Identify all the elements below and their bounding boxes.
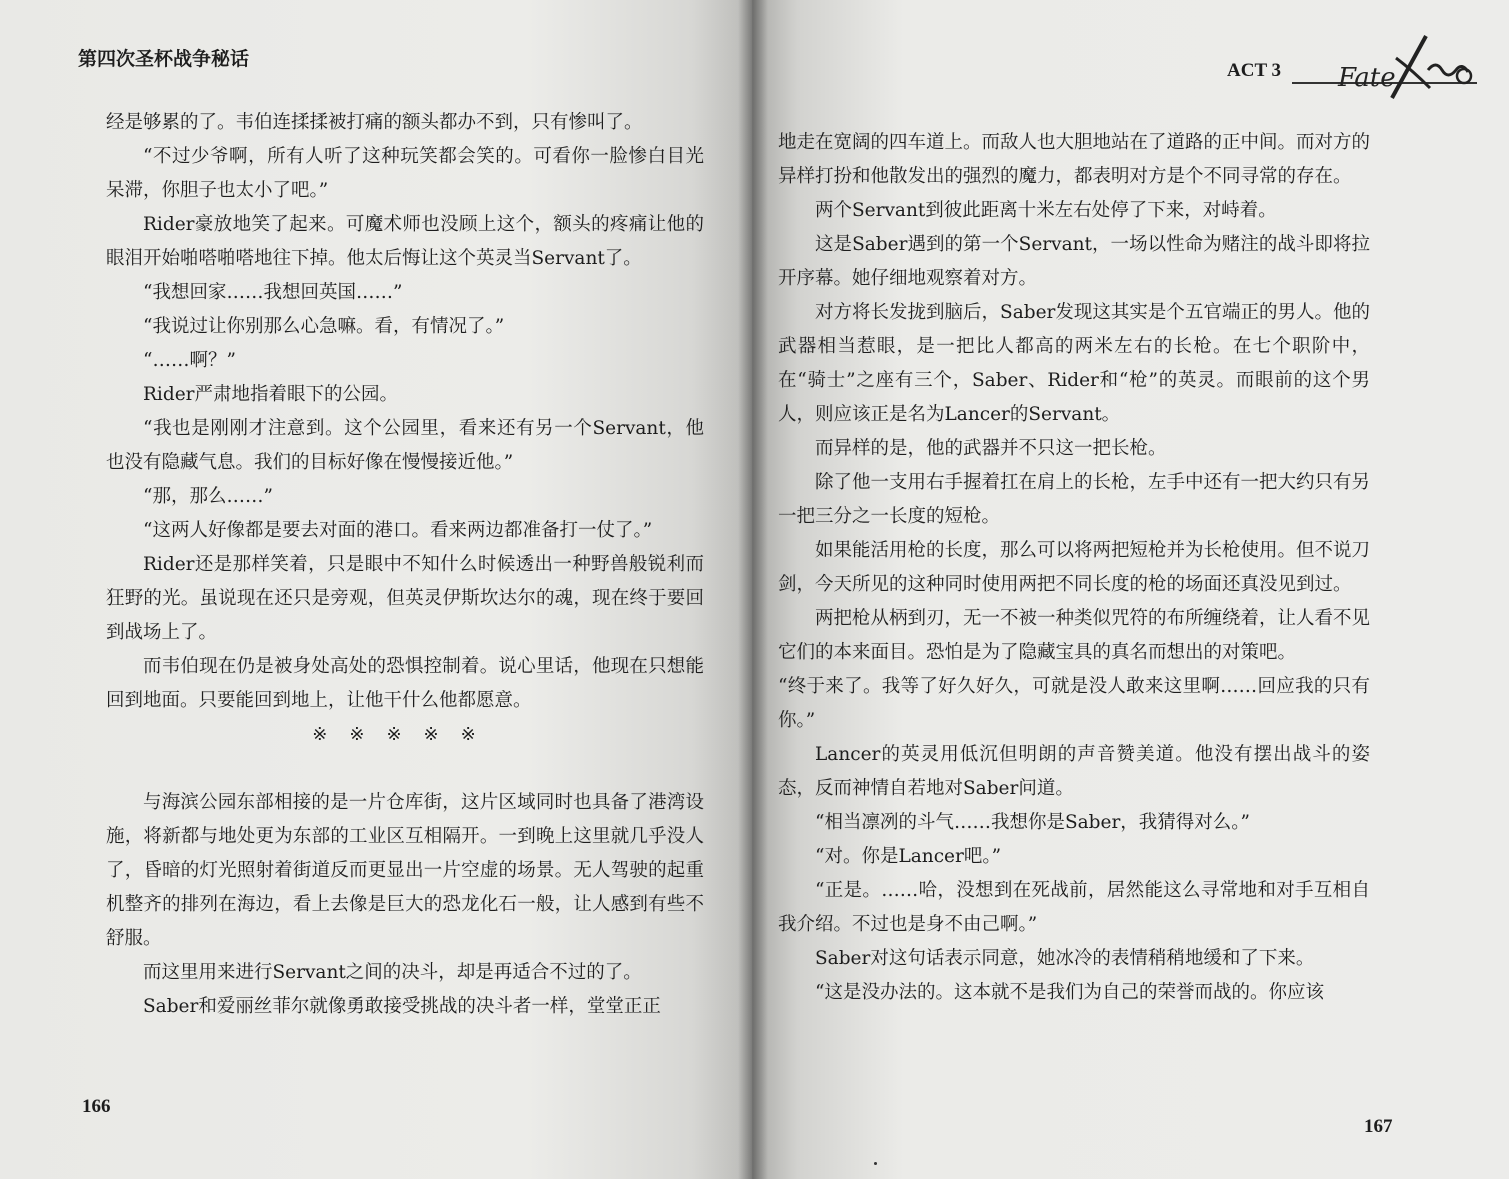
paragraph: 对方将长发拢到脑后，Saber发现这其实是个五官端正的男人。他的武器相当惹眼，是一把比人都高的两米左右的长枪。在七个职阶中，在“骑士”之座有三个，Saber、Rider和“枪”的英灵。而眼前的这个男人，则应该正是名为Lancer的Servant。 xyxy=(778,302,1370,425)
section-separator: ※※※※※ xyxy=(312,724,498,745)
paragraph: “终于来了。我等了好久好久，可就是没人敢来这里啊……回应我的只有你。” xyxy=(778,676,1370,731)
paragraph: Saber和爱丽丝菲尔就像勇敢接受挑战的决斗者一样，堂堂正正 xyxy=(143,996,661,1017)
paragraph: 而异样的是，他的武器并不只这一把长枪。 xyxy=(815,438,1167,459)
paragraph: “我说过让你别那么心急嘛。看，有情况了。” xyxy=(143,316,505,337)
paragraph: “我也是刚刚才注意到。这个公园里，看来还有另一个Servant，他也没有隐藏气息。我们的目标好像在慢慢接近他。” xyxy=(106,418,704,473)
paragraph: Rider还是那样笑着，只是眼中不知什么时候透出一种野兽般锐利而狂野的光。虽说现在还只是旁观，但英灵伊斯坎达尔的魂，现在终于要回到战场上了。 xyxy=(106,554,704,643)
paragraph: “不过少爷啊，所有人听了这种玩笑都会笑的。可看你一脸惨白目光呆滞，你胆子也太小了吧。” xyxy=(106,146,704,201)
right-body-text xyxy=(778,126,1370,1010)
paragraph: 与海滨公园东部相接的是一片仓库街，这片区域同时也具备了港湾设施，将新都与地处更为东部的工业区互相隔开。一到晚上这里就几乎没人了，昏暗的灯光照射着街道反而更显出一片空虚的场景。无人驾驶的起重机整齐的排列在海边，看上去像是巨大的恐龙化石一般，让人感到有些不舒服。 xyxy=(106,792,704,949)
paragraph: 除了他一支用右手握着扛在肩上的长枪，左手中还有一把大约只有另一把三分之一长度的短枪。 xyxy=(778,472,1371,527)
paragraph: “对。你是Lancer吧。” xyxy=(815,846,1002,867)
fate-zero-logo xyxy=(1330,28,1480,108)
paragraph: “这是没办法的。这本就不是我们为自己的荣誉而战的。你应该 xyxy=(815,982,1324,1003)
book-gutter xyxy=(738,0,768,1179)
paragraph: 如果能活用枪的长度，那么可以将两把短枪并为长枪使用。但不说刀剑，今天所见的这种同时使用两把不同长度的枪的场面还真没见到过。 xyxy=(778,540,1371,595)
paragraph: “那，那么……” xyxy=(143,486,273,507)
page-number-left: 166 xyxy=(82,1096,111,1117)
paragraph: 两把枪从柄到刃，无一不被一种类似咒符的布所缠绕着，让人看不见它们的本来面目。恐怕是为了隐藏宝具的真名而想出的对策吧。 xyxy=(778,608,1371,663)
running-head-right: ACT 3 xyxy=(1227,60,1282,81)
page-number-right: 167 xyxy=(1364,1116,1393,1137)
paragraph: 地走在宽阔的四车道上。而敌人也大胆地站在了道路的正中间。而对方的异样打扮和他散发出的强烈的魔力，都表明对方是个不同寻常的存在。 xyxy=(778,132,1371,187)
running-head-left: 第四次圣杯战争秘话 xyxy=(78,48,250,70)
paragraph: “正是。……哈，没想到在死战前，居然能这么寻常地和对手互相自我介绍。不过也是身不由己啊。” xyxy=(778,880,1370,935)
paragraph: Saber对这句话表示同意，她冰冷的表情稍稍地缓和了下来。 xyxy=(815,948,1315,969)
paragraph: “……啊？” xyxy=(143,350,236,371)
paragraph: 经是够累的了。韦伯连揉揉被打痛的额头都办不到，只有惨叫了。 xyxy=(106,112,643,133)
paragraph: 两个Servant到彼此距离十米左右处停了下来，对峙着。 xyxy=(815,200,1277,221)
svg-text:Fate: Fate xyxy=(1338,63,1396,93)
paragraph: “相当凛冽的斗气……我想你是Saber，我猜得对么。” xyxy=(815,812,1251,833)
paragraph: 而这里用来进行Servant之间的决斗，却是再适合不过的了。 xyxy=(143,962,642,983)
paragraph: Rider严肃地指着眼下的公园。 xyxy=(143,384,398,405)
paragraph: 而韦伯现在仍是被身处高处的恐惧控制着。说心里话，他现在只想能回到地面。只要能回到地上，让他干什么他都愿意。 xyxy=(106,656,704,711)
paragraph: “我想回家……我想回英国……” xyxy=(143,282,403,303)
print-speck xyxy=(874,1162,877,1165)
paragraph: Rider豪放地笑了起来。可魔术师也没顾上这个，额头的疼痛让他的眼泪开始啪嗒啪嗒地往下掉。他太后悔让这个英灵当Servant了。 xyxy=(106,214,704,269)
paragraph: Lancer的英灵用低沉但明朗的声音赞美道。他没有摆出战斗的姿态，反而神情自若地对Saber问道。 xyxy=(778,744,1370,799)
left-page xyxy=(0,0,752,1179)
paragraph: “这两人好像都是要去对面的港口。看来两边都准备打一仗了。” xyxy=(143,520,653,541)
left-body-text xyxy=(106,106,704,1024)
right-page xyxy=(752,0,1509,1179)
paragraph: 这是Saber遇到的第一个Servant，一场以性命为赌注的战斗即将拉开序幕。她仔细地观察着对方。 xyxy=(778,234,1370,289)
